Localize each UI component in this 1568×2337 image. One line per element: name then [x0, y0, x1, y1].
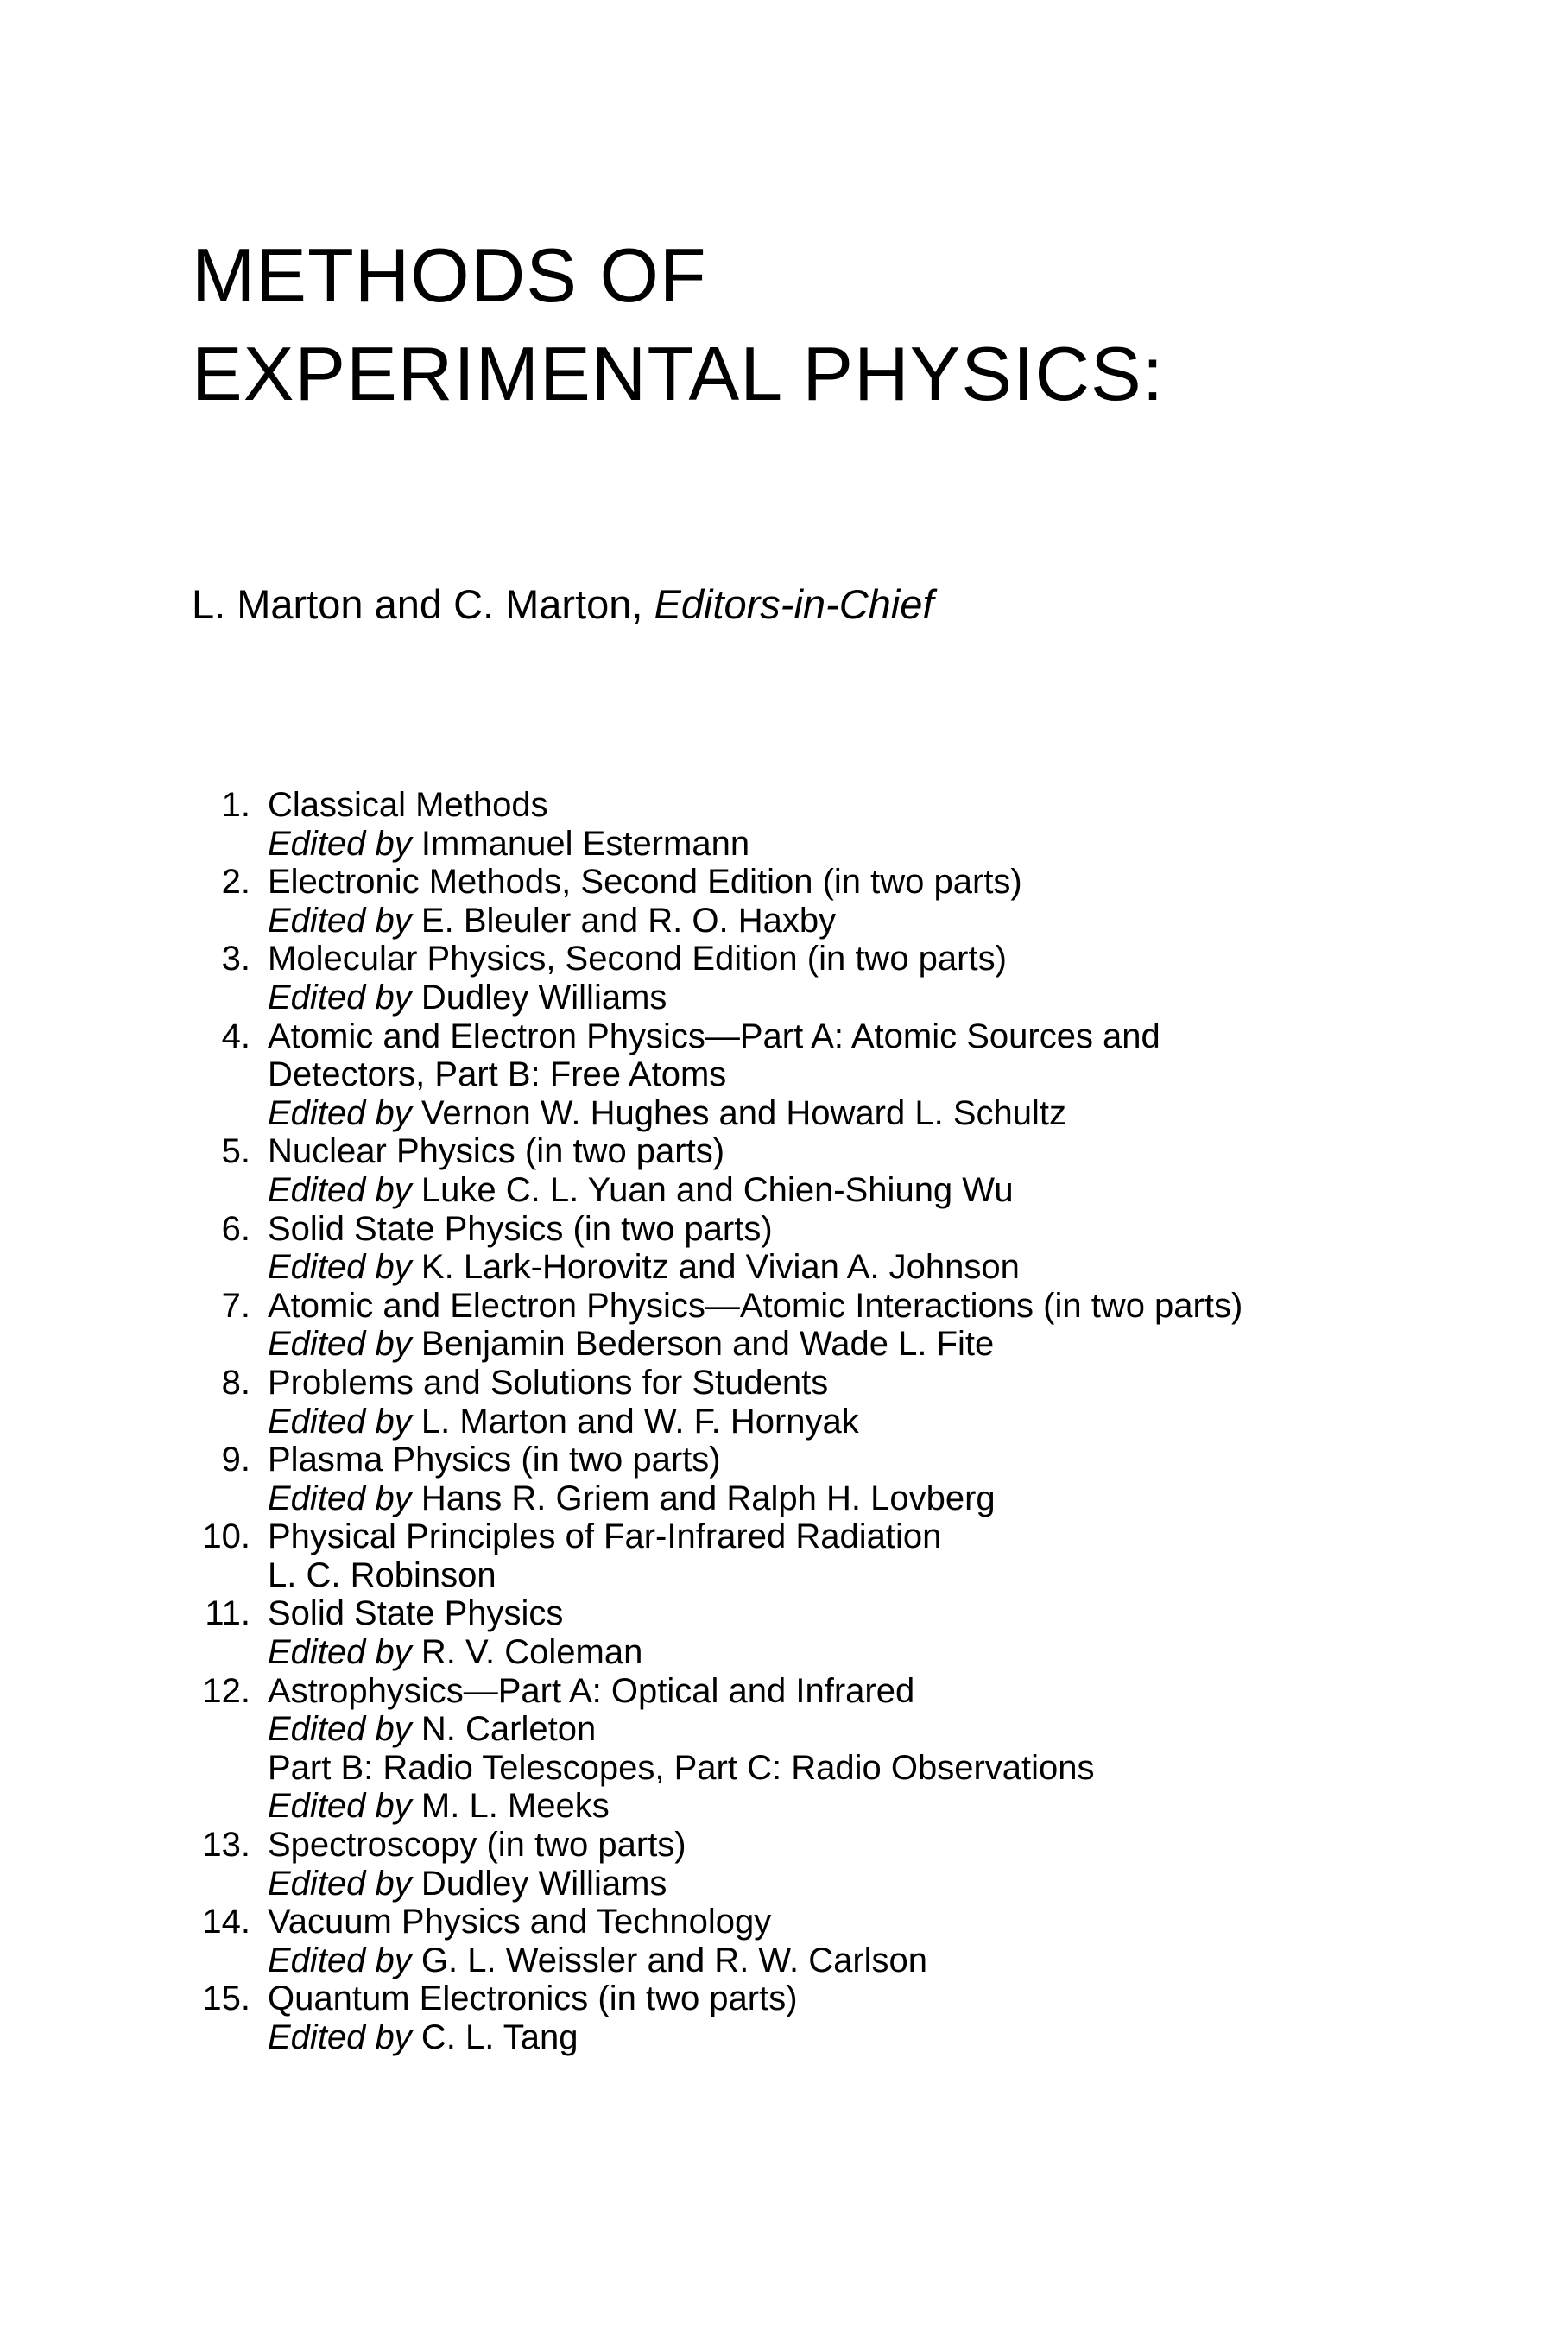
- volume-number: 6.: [221, 1209, 250, 1248]
- volume-editors: Benjamin Bederson and Wade L. Fite: [420, 1325, 995, 1364]
- editors-in-chief: [192, 579, 933, 630]
- volume-editors: K. Lark-Horovitz and Vivian A. Johnson: [420, 1248, 1020, 1287]
- volume-editors-line: [268, 2018, 1539, 2057]
- volume-item: [192, 1017, 1539, 1133]
- edited-by-label: Edited by: [268, 1941, 412, 1979]
- volume-number: 13.: [202, 1826, 250, 1865]
- volume-title: Molecular Physics, Second Edition (in two parts): [268, 940, 1007, 978]
- volume-editors: L. Marton and W. F. Hornyak: [420, 1402, 859, 1441]
- volume-number: 7.: [221, 1286, 250, 1325]
- volume-title: Solid State Physics: [268, 1594, 564, 1633]
- volume-item: [192, 1210, 1539, 1287]
- volume-editors: G. L. Weissler and R. W. Carlson: [420, 1941, 928, 1979]
- edited-by-label: Edited by: [268, 1170, 412, 1209]
- volume-title: Classical Methods: [268, 786, 548, 824]
- volume-editors: R. V. Coleman: [420, 1633, 643, 1672]
- volume-editors: C. L. Tang: [420, 2018, 579, 2056]
- volume-title: Plasma Physics (in two parts): [268, 1441, 721, 1479]
- edited-by-label: Edited by: [268, 901, 412, 940]
- volume-editors-line: [268, 1479, 1539, 1518]
- volume-item: [192, 1672, 1539, 1826]
- volume-editors: Immanuel Estermann: [420, 824, 750, 863]
- volume-title-continued: Detectors, Part B: Free Atoms: [268, 1055, 727, 1094]
- volume-title: Spectroscopy (in two parts): [268, 1826, 686, 1865]
- volume-item: [192, 1903, 1539, 1979]
- volume-editors: Dudley Williams: [420, 1864, 667, 1903]
- volume-author: L. C. Robinson: [268, 1555, 496, 1594]
- volume-title: Nuclear Physics (in two parts): [268, 1132, 725, 1171]
- volume-editors-line: [268, 978, 1539, 1017]
- volume-title: Physical Principles of Far-Infrared Radiation: [268, 1517, 942, 1556]
- volume-editors-line: [268, 1865, 1539, 1903]
- volume-number: 1.: [221, 786, 250, 824]
- volume-editors-line: [268, 1403, 1539, 1441]
- volume-item: [192, 1132, 1539, 1209]
- volume-number: 4.: [221, 1016, 250, 1055]
- edited-by-label: Edited by: [268, 1248, 412, 1287]
- volume-editors: Vernon W. Hughes and Howard L. Schultz: [420, 1093, 1066, 1132]
- edited-by-label: Edited by: [268, 1402, 412, 1441]
- edited-by-label: Edited by: [268, 1093, 412, 1132]
- volume-editors-line: [268, 1633, 1539, 1672]
- volume-item: [192, 1979, 1539, 2056]
- volume-editors-line: [268, 825, 1539, 864]
- volume-item: [192, 1364, 1539, 1441]
- volume-editors-line: [268, 1171, 1539, 1210]
- volume-title: Electronic Methods, Second Edition (in two parts): [268, 863, 1022, 902]
- volume-editors: Dudley Williams: [420, 978, 667, 1016]
- volume-item: [192, 1826, 1539, 1903]
- volume-number: 14.: [202, 1903, 250, 1941]
- edited-by-label: Edited by: [268, 1710, 412, 1749]
- series-title-line-2: EXPERIMENTAL PHYSICS:: [192, 331, 1165, 416]
- volume-item: [192, 1287, 1539, 1364]
- volume-editors-line: [268, 1941, 1539, 1980]
- volume-number: 9.: [221, 1441, 250, 1479]
- edited-by-label: Edited by: [268, 1325, 412, 1364]
- edited-by-label: Edited by: [268, 978, 412, 1016]
- edited-by-label: Edited by: [268, 1787, 412, 1826]
- volume-number: 12.: [202, 1671, 250, 1710]
- edited-by-label: Edited by: [268, 1633, 412, 1672]
- volume-editors-line: [268, 1248, 1539, 1287]
- editors-names: L. Marton and C. Marton,: [192, 581, 643, 627]
- volume-item: [192, 786, 1539, 863]
- volume-title: Atomic and Electron Physics—Part A: Atomic Sources and: [268, 1016, 1160, 1055]
- edited-by-label: Edited by: [268, 1479, 412, 1517]
- volume-list: [192, 786, 1539, 2057]
- volume-editors-line: [268, 1787, 1539, 1826]
- volume-number: 8.: [221, 1363, 250, 1402]
- volume-editors: E. Bleuler and R. O. Haxby: [420, 901, 837, 940]
- volume-number: 3.: [221, 940, 250, 978]
- volume-editors-line: [268, 1710, 1539, 1749]
- volume-editors: Luke C. L. Yuan and Chien-Shiung Wu: [420, 1170, 1014, 1209]
- volume-title: Atomic and Electron Physics—Atomic Interactions (in two parts): [268, 1286, 1243, 1325]
- volume-part-b-editors: M. L. Meeks: [420, 1787, 610, 1826]
- volume-title: Vacuum Physics and Technology: [268, 1903, 772, 1941]
- edited-by-label: Edited by: [268, 2018, 412, 2056]
- volume-item: [192, 940, 1539, 1016]
- volume-item: [192, 863, 1539, 940]
- volume-editors-line: [268, 1325, 1539, 1364]
- volume-editors: Hans R. Griem and Ralph H. Lovberg: [420, 1479, 996, 1517]
- series-title: [192, 226, 1164, 423]
- volume-item: [192, 1441, 1539, 1517]
- volume-number: 2.: [221, 863, 250, 902]
- volume-number: 11.: [205, 1594, 250, 1633]
- volume-number: 10.: [202, 1517, 250, 1556]
- volume-title: Quantum Electronics (in two parts): [268, 1979, 798, 2018]
- volume-editors: N. Carleton: [420, 1710, 597, 1749]
- series-title-line-1: METHODS OF: [192, 232, 707, 318]
- volume-editors-line: [268, 902, 1539, 940]
- volume-title: Astrophysics—Part A: Optical and Infrared: [268, 1671, 915, 1710]
- volume-number: 15.: [202, 1979, 250, 2018]
- edited-by-label: Edited by: [268, 1864, 412, 1903]
- volume-editors-line: [268, 1094, 1539, 1133]
- volume-title: Problems and Solutions for Students: [268, 1363, 829, 1402]
- volume-number: 5.: [221, 1132, 250, 1171]
- volume-title: Solid State Physics (in two parts): [268, 1209, 773, 1248]
- editors-role: Editors-in-Chief: [654, 581, 934, 627]
- volume-item: [192, 1517, 1539, 1594]
- edited-by-label: Edited by: [268, 824, 412, 863]
- volume-item: [192, 1594, 1539, 1671]
- volume-part-b-title: Part B: Radio Telescopes, Part C: Radio Observations: [268, 1748, 1095, 1787]
